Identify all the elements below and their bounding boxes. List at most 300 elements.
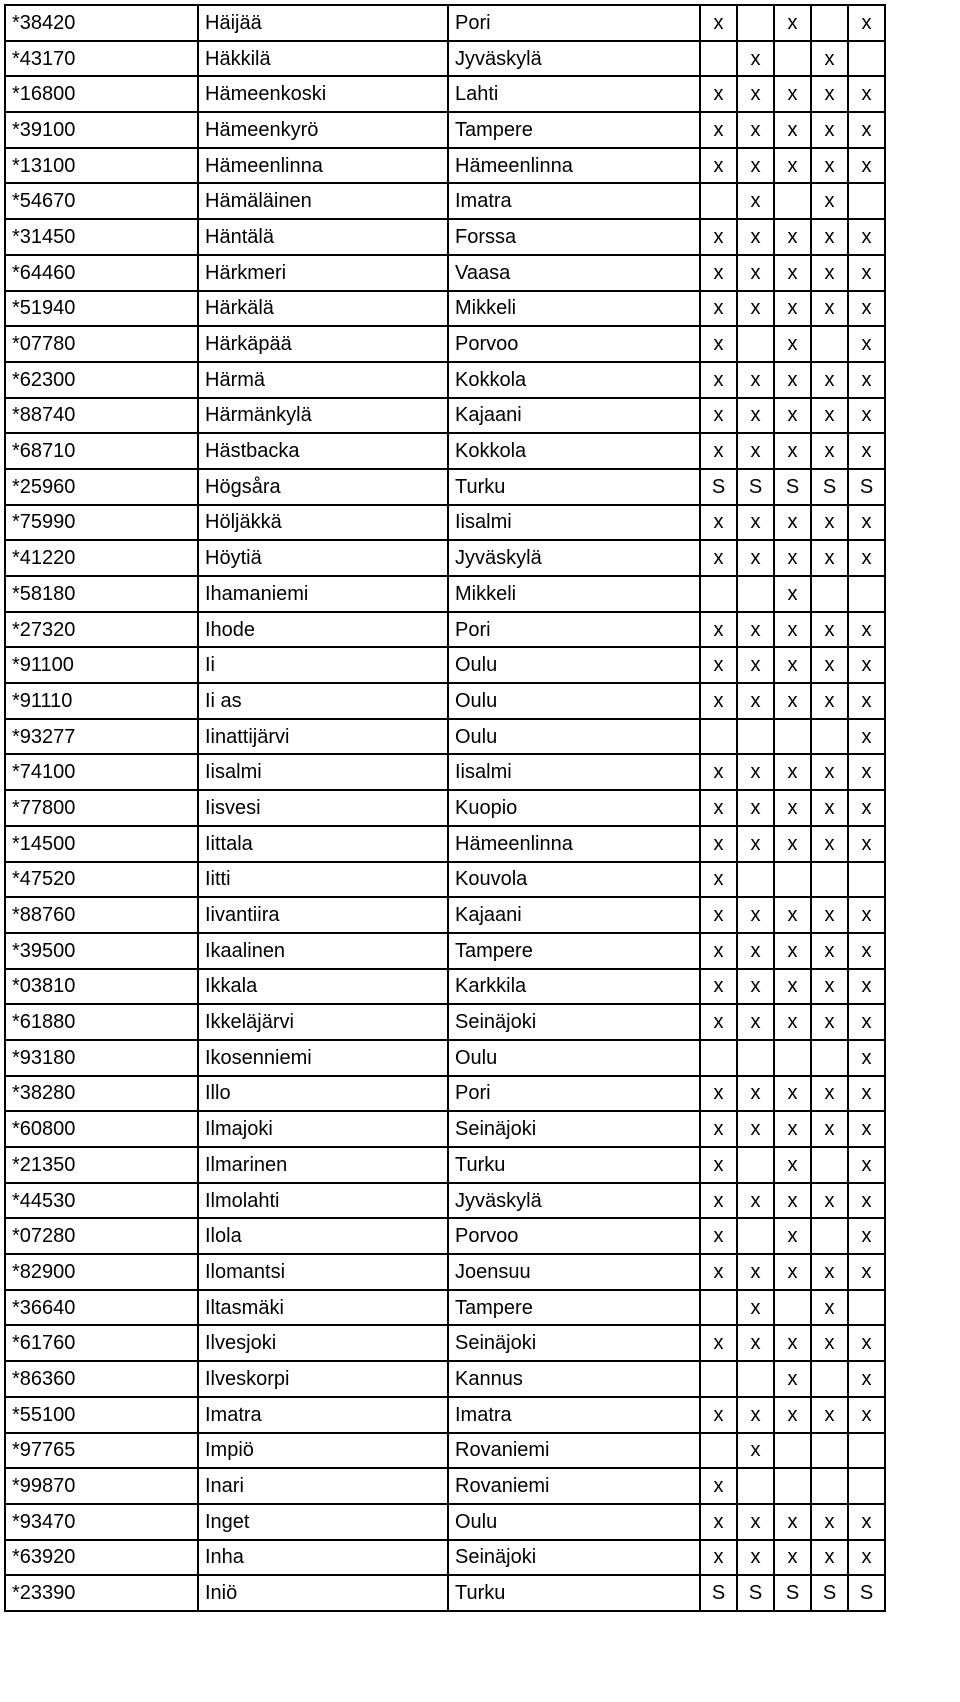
table-row [5,933,885,969]
city-cell: Oulu [448,1504,700,1540]
service-mark-cell [811,576,848,612]
service-mark-cell: x [848,398,885,434]
service-mark-cell [700,576,737,612]
service-mark-cell: x [774,1218,811,1254]
table-row [5,469,885,505]
service-mark-cell: x [848,1183,885,1219]
service-mark-cell: x [774,1540,811,1576]
service-mark-cell: x [848,1361,885,1397]
postal-code-cell: *77800 [5,790,198,826]
locality-name-cell: Hämeenlinna [198,148,448,184]
service-mark-cell [848,1433,885,1469]
locality-name-cell: Iitti [198,862,448,898]
service-mark-cell: x [811,612,848,648]
locality-name-cell: Ilmajoki [198,1111,448,1147]
locality-name-cell: Ilvesjoki [198,1325,448,1361]
city-cell: Kajaani [448,897,700,933]
locality-name-cell: Inget [198,1504,448,1540]
locality-name-cell: Ilmarinen [198,1147,448,1183]
postal-code-cell: *36640 [5,1290,198,1326]
service-mark-cell: x [737,148,774,184]
service-mark-cell [774,719,811,755]
service-mark-cell: x [848,291,885,327]
service-mark-cell: x [737,790,774,826]
service-mark-cell [811,719,848,755]
locality-name-cell: Iltasmäki [198,1290,448,1326]
postal-code-cell: *63920 [5,1540,198,1576]
service-mark-cell [811,1433,848,1469]
service-mark-cell: x [737,398,774,434]
service-mark-cell: x [700,897,737,933]
service-mark-cell: x [848,1111,885,1147]
service-mark-cell: x [737,1183,774,1219]
table-row [5,683,885,719]
table-body [5,5,885,1611]
service-mark-cell: x [848,433,885,469]
city-cell: Imatra [448,1397,700,1433]
postal-code-cell: *39500 [5,933,198,969]
city-cell: Karkkila [448,969,700,1005]
service-mark-cell: x [848,540,885,576]
service-mark-cell: x [700,1540,737,1576]
service-mark-cell [700,1290,737,1326]
postal-code-cell: *31450 [5,219,198,255]
service-mark-cell: S [737,1575,774,1611]
service-mark-cell: x [774,1111,811,1147]
locality-name-cell: Inha [198,1540,448,1576]
table-row [5,362,885,398]
service-mark-cell [848,1290,885,1326]
service-mark-cell: x [737,1397,774,1433]
city-cell: Rovaniemi [448,1433,700,1469]
table-row [5,1147,885,1183]
service-mark-cell: x [848,148,885,184]
service-mark-cell: x [774,612,811,648]
service-mark-cell: S [700,1575,737,1611]
table-row [5,1254,885,1290]
locality-name-cell: Iivantiira [198,897,448,933]
service-mark-cell [811,5,848,41]
service-mark-cell: x [811,148,848,184]
postal-code-cell: *03810 [5,969,198,1005]
service-mark-cell: x [700,790,737,826]
service-mark-cell [737,1468,774,1504]
table-row [5,897,885,933]
service-mark-cell: x [737,612,774,648]
service-mark-cell [774,183,811,219]
service-mark-cell: x [811,540,848,576]
service-mark-cell: x [737,826,774,862]
service-mark-cell: x [700,826,737,862]
service-mark-cell: x [848,1076,885,1112]
city-cell: Porvoo [448,326,700,362]
service-mark-cell: x [811,969,848,1005]
city-cell: Iisalmi [448,505,700,541]
service-mark-cell: x [700,1397,737,1433]
city-cell: Imatra [448,183,700,219]
service-mark-cell: x [737,255,774,291]
service-mark-cell: x [737,1433,774,1469]
city-cell: Tampere [448,933,700,969]
table-row [5,1504,885,1540]
service-mark-cell: x [700,1111,737,1147]
table-row [5,398,885,434]
service-mark-cell: x [811,291,848,327]
service-mark-cell [811,1218,848,1254]
service-mark-cell: x [811,790,848,826]
service-mark-cell: x [811,1290,848,1326]
postal-code-cell: *82900 [5,1254,198,1290]
postal-code-table-container [4,4,886,1612]
service-mark-cell: x [811,433,848,469]
city-cell: Hämeenlinna [448,148,700,184]
locality-name-cell: Hämeenkoski [198,76,448,112]
service-mark-cell: x [737,1325,774,1361]
service-mark-cell [811,1361,848,1397]
service-mark-cell: x [737,1504,774,1540]
table-row [5,612,885,648]
service-mark-cell: S [848,469,885,505]
postal-code-cell: *43170 [5,41,198,77]
service-mark-cell: x [774,326,811,362]
city-cell: Hämeenlinna [448,826,700,862]
postal-code-cell: *07280 [5,1218,198,1254]
service-mark-cell: x [700,1468,737,1504]
locality-name-cell: Ikkeläjärvi [198,1004,448,1040]
locality-name-cell: Ilmolahti [198,1183,448,1219]
city-cell: Iisalmi [448,754,700,790]
table-row [5,754,885,790]
service-mark-cell: x [848,826,885,862]
table-row [5,1111,885,1147]
city-cell: Kokkola [448,433,700,469]
service-mark-cell: x [774,969,811,1005]
service-mark-cell: S [737,469,774,505]
service-mark-cell: x [848,505,885,541]
service-mark-cell: x [848,112,885,148]
locality-name-cell: Ilomantsi [198,1254,448,1290]
service-mark-cell: x [774,1076,811,1112]
service-mark-cell [700,1040,737,1076]
postal-code-cell: *55100 [5,1397,198,1433]
city-cell: Oulu [448,1040,700,1076]
postal-code-cell: *61760 [5,1325,198,1361]
table-row [5,1290,885,1326]
service-mark-cell: x [700,969,737,1005]
service-mark-cell: x [774,647,811,683]
service-mark-cell [848,862,885,898]
table-row [5,183,885,219]
postal-code-cell: *97765 [5,1433,198,1469]
service-mark-cell [737,1218,774,1254]
locality-name-cell: Härkälä [198,291,448,327]
locality-name-cell: Ihode [198,612,448,648]
service-mark-cell: x [848,1397,885,1433]
service-mark-cell: x [700,754,737,790]
service-mark-cell: x [700,612,737,648]
service-mark-cell: x [737,41,774,77]
service-mark-cell: x [774,362,811,398]
city-cell: Seinäjoki [448,1540,700,1576]
service-mark-cell: x [811,76,848,112]
service-mark-cell: x [774,1361,811,1397]
city-cell: Jyväskylä [448,41,700,77]
service-mark-cell: x [700,1504,737,1540]
service-mark-cell: x [848,362,885,398]
service-mark-cell [700,719,737,755]
service-mark-cell: x [737,76,774,112]
service-mark-cell [700,1433,737,1469]
postal-code-cell: *07780 [5,326,198,362]
service-mark-cell: x [811,1111,848,1147]
service-mark-cell: x [774,219,811,255]
service-mark-cell [848,576,885,612]
service-mark-cell: x [700,505,737,541]
postal-code-cell: *86360 [5,1361,198,1397]
service-mark-cell: x [774,76,811,112]
service-mark-cell: x [700,1076,737,1112]
postal-code-cell: *99870 [5,1468,198,1504]
service-mark-cell [737,576,774,612]
service-mark-cell: x [700,647,737,683]
city-cell: Tampere [448,112,700,148]
table-row [5,826,885,862]
postal-code-cell: *14500 [5,826,198,862]
table-row [5,540,885,576]
service-mark-cell: x [774,540,811,576]
city-cell: Pori [448,5,700,41]
service-mark-cell [811,1040,848,1076]
service-mark-cell: x [848,719,885,755]
postal-code-cell: *61880 [5,1004,198,1040]
table-row [5,1468,885,1504]
table-row [5,41,885,77]
service-mark-cell: x [737,291,774,327]
service-mark-cell: x [774,1397,811,1433]
locality-name-cell: Illo [198,1076,448,1112]
postal-code-cell: *93470 [5,1504,198,1540]
city-cell: Tampere [448,1290,700,1326]
service-mark-cell: x [774,5,811,41]
city-cell: Seinäjoki [448,1111,700,1147]
table-row [5,1540,885,1576]
locality-name-cell: Häntälä [198,219,448,255]
service-mark-cell: x [774,148,811,184]
postal-code-cell: *21350 [5,1147,198,1183]
postal-code-cell: *74100 [5,754,198,790]
service-mark-cell: x [848,612,885,648]
service-mark-cell: x [774,1254,811,1290]
service-mark-cell: x [848,1147,885,1183]
locality-name-cell: Ihamaniemi [198,576,448,612]
service-mark-cell: x [700,219,737,255]
service-mark-cell: x [848,933,885,969]
city-cell: Lahti [448,76,700,112]
locality-name-cell: Hämäläinen [198,183,448,219]
service-mark-cell: x [811,826,848,862]
service-mark-cell [737,1147,774,1183]
city-cell: Mikkeli [448,576,700,612]
postal-code-cell: *51940 [5,291,198,327]
city-cell: Kouvola [448,862,700,898]
service-mark-cell: x [811,112,848,148]
service-mark-cell [811,1147,848,1183]
service-mark-cell: x [811,1504,848,1540]
table-row [5,112,885,148]
service-mark-cell [737,326,774,362]
service-mark-cell: x [774,398,811,434]
service-mark-cell: x [811,398,848,434]
service-mark-cell [737,862,774,898]
service-mark-cell: x [774,790,811,826]
locality-name-cell: Härkmeri [198,255,448,291]
service-mark-cell: x [848,255,885,291]
service-mark-cell: x [848,76,885,112]
service-mark-cell: x [811,362,848,398]
service-mark-cell: x [811,219,848,255]
service-mark-cell: x [774,433,811,469]
city-cell: Oulu [448,647,700,683]
service-mark-cell: x [774,897,811,933]
service-mark-cell: x [774,505,811,541]
table-row [5,647,885,683]
table-row [5,719,885,755]
postal-code-cell: *16800 [5,76,198,112]
postal-code-cell: *75990 [5,505,198,541]
service-mark-cell: x [737,1076,774,1112]
service-mark-cell [737,1361,774,1397]
service-mark-cell: x [737,969,774,1005]
table-row [5,76,885,112]
service-mark-cell: x [811,1004,848,1040]
service-mark-cell: x [737,362,774,398]
locality-name-cell: Ilveskorpi [198,1361,448,1397]
city-cell: Pori [448,1076,700,1112]
service-mark-cell: x [811,1397,848,1433]
service-mark-cell: x [811,1540,848,1576]
table-row [5,291,885,327]
service-mark-cell: x [811,1183,848,1219]
service-mark-cell: x [774,291,811,327]
table-row [5,5,885,41]
table-row [5,1040,885,1076]
service-mark-cell: S [700,469,737,505]
service-mark-cell [737,1040,774,1076]
service-mark-cell: x [737,897,774,933]
service-mark-cell [700,41,737,77]
locality-name-cell: Härmänkylä [198,398,448,434]
service-mark-cell: x [811,933,848,969]
locality-name-cell: Hämeenkyrö [198,112,448,148]
service-mark-cell: x [700,112,737,148]
postal-code-cell: *62300 [5,362,198,398]
service-mark-cell [774,1290,811,1326]
service-mark-cell: x [811,647,848,683]
postal-code-cell: *13100 [5,148,198,184]
locality-name-cell: Häijää [198,5,448,41]
service-mark-cell: x [700,255,737,291]
city-cell: Turku [448,469,700,505]
city-cell: Forssa [448,219,700,255]
service-mark-cell: x [700,1183,737,1219]
table-row [5,1397,885,1433]
table-row [5,1361,885,1397]
city-cell: Turku [448,1575,700,1611]
service-mark-cell: x [848,647,885,683]
service-mark-cell [774,862,811,898]
service-mark-cell: x [811,897,848,933]
service-mark-cell: x [774,683,811,719]
service-mark-cell: x [774,112,811,148]
locality-name-cell: Impiö [198,1433,448,1469]
city-cell: Rovaniemi [448,1468,700,1504]
service-mark-cell: x [737,183,774,219]
table-row [5,576,885,612]
service-mark-cell: x [848,326,885,362]
locality-name-cell: Härkäpää [198,326,448,362]
service-mark-cell: x [700,362,737,398]
postal-code-cell: *91100 [5,647,198,683]
service-mark-cell: x [700,76,737,112]
service-mark-cell: x [737,1254,774,1290]
service-mark-cell: x [848,1504,885,1540]
service-mark-cell: x [811,1076,848,1112]
postal-code-cell: *91110 [5,683,198,719]
service-mark-cell: x [700,433,737,469]
service-mark-cell: x [737,219,774,255]
service-mark-cell: x [737,1111,774,1147]
city-cell: Seinäjoki [448,1325,700,1361]
service-mark-cell: x [737,433,774,469]
postal-code-cell: *27320 [5,612,198,648]
city-cell: Kajaani [448,398,700,434]
locality-name-cell: Ii [198,647,448,683]
city-cell: Jyväskylä [448,1183,700,1219]
service-mark-cell: x [737,647,774,683]
service-mark-cell: x [811,41,848,77]
postal-code-cell: *88760 [5,897,198,933]
city-cell: Kuopio [448,790,700,826]
postal-code-cell: *25960 [5,469,198,505]
table-row [5,433,885,469]
service-mark-cell: x [700,291,737,327]
locality-name-cell: Ikosenniemi [198,1040,448,1076]
postal-code-cell: *47520 [5,862,198,898]
city-cell: Jyväskylä [448,540,700,576]
locality-name-cell: Iinattijärvi [198,719,448,755]
service-mark-cell: x [737,683,774,719]
service-mark-cell [737,5,774,41]
service-mark-cell: x [774,1183,811,1219]
service-mark-cell: x [811,183,848,219]
locality-name-cell: Ikkala [198,969,448,1005]
table-row [5,1325,885,1361]
postal-code-cell: *39100 [5,112,198,148]
service-mark-cell [848,41,885,77]
locality-name-cell: Inari [198,1468,448,1504]
table-row [5,1183,885,1219]
service-mark-cell: x [700,862,737,898]
city-cell: Vaasa [448,255,700,291]
locality-name-cell: Högsåra [198,469,448,505]
locality-name-cell: Iisalmi [198,754,448,790]
service-mark-cell [737,719,774,755]
locality-name-cell: Iisvesi [198,790,448,826]
service-mark-cell [774,1468,811,1504]
postal-code-cell: *88740 [5,398,198,434]
service-mark-cell: x [848,1218,885,1254]
table-row [5,255,885,291]
